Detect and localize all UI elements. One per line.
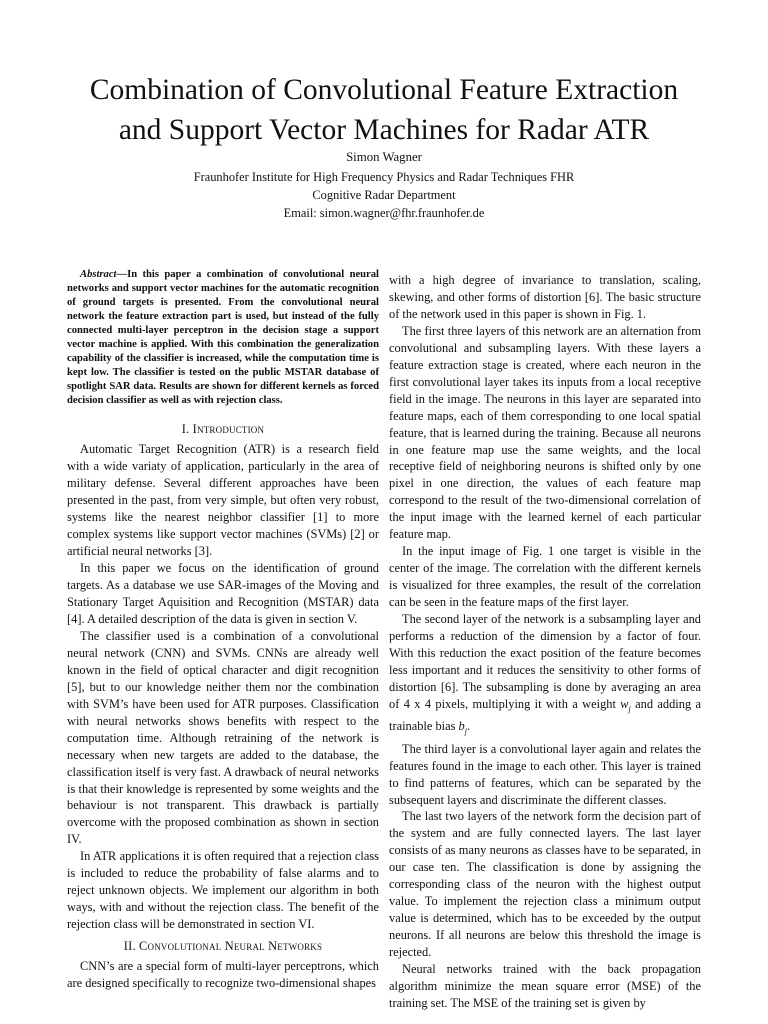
abstract	[67, 268, 379, 408]
bias-symbol	[458, 719, 467, 736]
title-line-2: and Support Vector Machines for Radar ATR	[118, 114, 650, 146]
abstract-dash: —	[116, 269, 128, 280]
abstract-label: Abstract	[80, 269, 117, 280]
bias-letter: b	[458, 719, 465, 734]
weight-subscript: j	[628, 704, 631, 714]
title-line-1: Combination of Convolutional Feature Extraction	[89, 74, 679, 106]
paragraph-text: .	[466, 719, 471, 734]
right-column	[389, 272, 701, 1012]
paragraph: The first three layers of this network are an alternation from convolutional and subsampling layers. With these layers a feature extraction stage is created, where each neuron in the first convolutional layer takes its inputs from a local receptive field in the image. The neurons in this layer are separated into feature maps, each of them corresponding to one local spatial feature, that is learned during the training. Because all neurons in one feature map use the same weights, and the local receptive field of neighboring neurons is shifted only by one pixel in one direction, the values of each feature map correspond to the result of the two-dimensional correlation of the input image with the learned kernel of each particular feature map.	[389, 323, 701, 542]
section-heading-introduction: I. Introduction	[181, 422, 265, 437]
paragraph: Automatic Target Recognition (ATR) is a research field with a wide variaty of application, particularly in the area of military defense. Several different approaches have been presented in the past, from very simple, but often very robust, systems like the nearest neighbor classifier [1] to more complex systems like support vector machines (SVMs) [2] or artificial neural networks [3].	[67, 442, 379, 559]
paragraph: In ATR applications it is often required that a rejection class is included to reduce the probability of false alarms and to reject unknown objects. We implement our algorithm in both ways, with and without the rejection class. The benefit of the rejection class will be demonstrated in section VI.	[67, 849, 379, 932]
bias-subscript: j	[464, 726, 467, 736]
paragraph-text: The second layer of the network is a subsampling layer and performs a reduction of the dimension by a factor of four. With this reduction the exact position of the feature becomes less important and it reduces the sensitivity to other forms of distortion [6]. The subsampling is done by averaging an area of 4 x 4 pixels, multiplying it with a weight	[389, 612, 701, 711]
paper-title	[40, 70, 728, 150]
affiliation-institute: Fraunhofer Institute for High Frequency Physics and Radar Techniques FHR	[193, 170, 575, 184]
author-name: Simon Wagner	[346, 150, 422, 164]
paragraph-text: and adding a trainable bias	[389, 696, 702, 734]
paragraph: In this paper we focus on the identification of ground targets. As a database we use SAR-images of the Moving and Stationary Target Aquisition and Recognition (MSTAR) data [4]. A detailed description of the data is given in section V.	[67, 561, 379, 626]
weight-letter: w	[620, 696, 629, 711]
paragraph: In the input image of Fig. 1 one target is visible in the center of the image. The correlation with the different kernels is visualized for three examples, the result of the correlation can be seen in the feature maps of the first layer.	[389, 544, 701, 610]
paragraph: CNN’s are a special form of multi-layer perceptrons, which are designed specifically to recognize two-dimensional shapes	[67, 959, 379, 991]
affiliation-department: Cognitive Radar Department	[312, 188, 456, 202]
paragraph: The classifier used is a combination of a convolutional neural network (CNN) and SVMs. CNNs are already well known in the field of optical character and digit recognition [5], but to our knowledge neither them nor the combination with SVM’s have been used for ATR purposes. Classification with neural networks shows benefits with respect to the computation time. Although retraining of the network is necessary when new targets are added to the database, the classification itself is very fast. A drawback of neural networks is that their knowledge is represented by some weights and the behaviour is not transparent. This drawback is partially overcome with the proposed combination as shown in section IV.	[67, 628, 379, 847]
paragraph	[389, 611, 701, 741]
section-heading-cnn: II. Convolutional Neural Networks	[123, 939, 323, 954]
author-email: Email: simon.wagner@fhr.fraunhofer.de	[283, 206, 485, 220]
paragraph: The last two layers of the network form the decision part of the system and are fully connected layers. The last layer consists of as many neurons as classes have to be separated, in our case ten. The classification is done by assigning the corresponding class of the neuron with the highest output value. To implement the rejection class a minimum output value is determined, which has to be exceeded by the output neurons. If all neurons are below this threshold the image is rejected.	[389, 809, 701, 960]
left-column	[67, 268, 379, 992]
weight-symbol	[620, 696, 631, 714]
abstract-text: In this paper a combination of convolutional neural networks and support vector machines for the automatic recognition of ground targets is presented. From the convolutional neural network the feature extraction part is used, but instead of the fully connected multi-layer perceptron in the decision stage a support vector machine is applied. With this combination the generalization capability of the classifier is increased, while the computation time is kept low. The classifier is tested on the public MSTAR database of spotlight SAR data. Results are shown for different kernels as forced decision classifier as well as with rejection class.	[67, 269, 379, 407]
paragraph: Neural networks trained with the back propagation algorithm minimize the mean square error (MSE) of the training set. The MSE of the training set is given by	[389, 962, 701, 1010]
paragraph: The third layer is a convolutional layer again and relates the features found in the image to each other. This layer is trained to find patterns of features, which can be separated by the subsequent layers and discriminate the different classes.	[389, 741, 701, 807]
paragraph: with a high degree of invariance to translation, scaling, skewing, and other forms of distortion [6]. The basic structure of the network used in this paper is shown in Fig. 1.	[389, 273, 701, 321]
author-block	[40, 148, 728, 222]
